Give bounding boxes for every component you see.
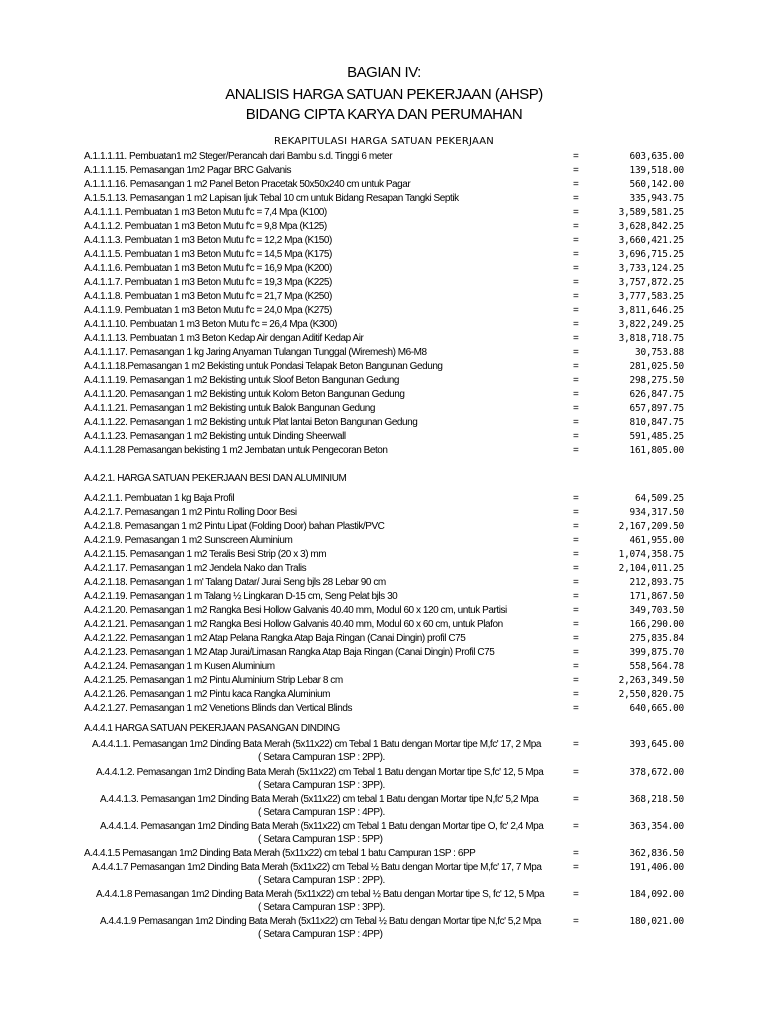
table-row — [84, 618, 764, 632]
equals-sign: = — [573, 207, 579, 218]
equals-sign: = — [573, 403, 579, 414]
item-price: 3,628,842.25 — [618, 221, 684, 232]
item-label — [96, 766, 543, 792]
table-row — [84, 660, 764, 674]
item-label: A.4.1.1.28 Pemasangan bekisting 1 m2 Jembatan untuk Pengecoran Beton — [84, 445, 388, 456]
item-label — [100, 820, 543, 846]
table-row — [84, 360, 764, 374]
equals-sign: = — [573, 277, 579, 288]
equals-sign: = — [573, 862, 579, 873]
table-row — [84, 402, 764, 416]
item-label: A.1.1.1.15. Pemasangan 1m2 Pagar BRC Galvanis — [84, 165, 292, 176]
item-label: A.1.1.1.16. Pemasangan 1 m2 Panel Beton Pracetak 50x50x240 cm untuk Pagar — [84, 179, 411, 190]
item-label: A.4.1.1.19. Pemasangan 1 m2 Bekisting untuk Sloof Beton Bangunan Gedung — [84, 375, 399, 386]
item-price: 560,142.00 — [629, 179, 684, 190]
table-row — [84, 374, 764, 388]
item-price: 281,025.50 — [629, 361, 684, 372]
item-label: A.4.1.1.1. Pembuatan 1 m3 Beton Mutu f'c = 7,4 Mpa (K100) — [84, 207, 327, 218]
item-price: 591,485.25 — [629, 431, 684, 442]
item-label: A.4.2.1.15. Pemasangan 1 m2 Teralis Besi Strip (20 x 3) mm — [84, 549, 327, 560]
equals-sign: = — [573, 361, 579, 372]
equals-sign: = — [573, 507, 579, 518]
item-price: 3,733,124.25 — [618, 263, 684, 274]
table-row — [84, 506, 764, 520]
section-rekap-list — [84, 150, 764, 458]
table-row — [84, 915, 764, 942]
table-row — [84, 820, 764, 847]
item-label: A.4.1.1.23. Pemasangan 1 m2 Bekisting untuk Dinding Sheerwall — [84, 431, 346, 442]
table-row — [84, 604, 764, 618]
item-label: A.4.1.1.13. Pembuatan 1 m3 Beton Kedap Air dengan Aditif Kedap Air — [84, 333, 364, 344]
equals-sign: = — [573, 577, 579, 588]
table-row — [84, 206, 764, 220]
table-row — [84, 192, 764, 206]
item-label-line1: A.4.4.1.8 Pemasangan 1m2 Dinding Bata Merah (5x11x22) cm tebal ½ Batu dengan Mortar tipe S, fc' 12, 5 Mpa — [96, 889, 545, 900]
table-row — [84, 346, 764, 360]
item-price: 2,167,209.50 — [618, 521, 684, 532]
section-besi-aluminium — [84, 472, 764, 716]
item-label: A.4.2.1.19. Pemasangan 1 m Talang ½ Lingkaran D-15 cm, Seng Pelat bjls 30 — [84, 591, 398, 602]
item-label: A.4.1.1.22. Pemasangan 1 m2 Bekisting untuk Plat lantai Beton Bangunan Gedung — [84, 417, 418, 428]
item-price: 368,218.50 — [629, 794, 684, 805]
section-pasangan-dinding — [84, 722, 764, 942]
table-row — [84, 562, 764, 576]
item-label: A.4.2.1.20. Pemasangan 1 m2 Rangka Besi Hollow Galvanis 40.40 mm, Modul 60 x 120 cm, untuk Partisi — [84, 605, 507, 616]
item-label: A.4.2.1.24. Pemasangan 1 m Kusen Aluminium — [84, 661, 275, 672]
item-label-line1: A.4.4.1.3. Pemasangan 1m2 Dinding Bata Merah (5x11x22) cm tebal 1 Batu dengan Mortar tipe N,fc' 5,2 Mpa — [100, 794, 539, 805]
table-row — [84, 766, 764, 793]
equals-sign: = — [573, 794, 579, 805]
item-price: 180,021.00 — [629, 916, 684, 927]
equals-sign: = — [573, 151, 579, 162]
item-label: A.4.1.1.9. Pembuatan 1 m3 Beton Mutu f'c = 24,0 Mpa (K275) — [84, 305, 332, 316]
item-label: A.4.2.1.25. Pemasangan 1 m2 Pintu Aluminium Strip Lebar 8 cm — [84, 675, 343, 686]
table-row — [84, 492, 764, 506]
equals-sign: = — [573, 821, 579, 832]
page-title-line1: BAGIAN IV: — [347, 64, 421, 81]
recap-subtitle: REKAPITULASI HARGA SATUAN PEKERJAAN — [273, 136, 494, 147]
item-price: 2,104,011.25 — [618, 563, 684, 574]
item-label-line1: A.4.4.1.9 Pemasangan 1m2 Dinding Bata Merah (5x11x22) cm Tebal ½ Batu dengan Mortar tipe N,fc' 5,2 Mpa — [100, 916, 541, 927]
item-label: A.4.1.1.3. Pembuatan 1 m3 Beton Mutu f'c = 12,2 Mpa (K150) — [84, 235, 332, 246]
equals-sign: = — [573, 633, 579, 644]
equals-sign: = — [573, 193, 579, 204]
item-price: 275,835.84 — [629, 633, 684, 644]
item-label-line1: A.4.4.1.1. Pemasangan 1m2 Dinding Bata Merah (5x11x22) cm Tebal 1 Batu dengan Mortar tipe M,fc' 17, 2 Mpa — [92, 739, 542, 750]
item-label: A.4.1.1.21. Pemasangan 1 m2 Bekisting untuk Balok Bangunan Gedung — [84, 403, 375, 414]
item-label: A.4.2.1.21. Pemasangan 1 m2 Rangka Besi Hollow Galvanis 40.40 mm, Modul 60 x 60 cm, untuk Plafon — [84, 619, 503, 630]
equals-sign: = — [573, 347, 579, 358]
equals-sign: = — [573, 563, 579, 574]
table-row — [84, 332, 764, 346]
equals-sign: = — [573, 389, 579, 400]
equals-sign: = — [573, 445, 579, 456]
item-price: 30,753.88 — [635, 347, 684, 358]
item-price: 139,518.00 — [629, 165, 684, 176]
table-row — [84, 793, 764, 820]
item-price: 3,811,646.25 — [618, 305, 684, 316]
equals-sign: = — [573, 916, 579, 927]
equals-sign: = — [573, 549, 579, 560]
item-label: A.4.1.1.6. Pembuatan 1 m3 Beton Mutu f'c = 16,9 Mpa (K200) — [84, 263, 332, 274]
item-price: 3,660,421.25 — [618, 235, 684, 246]
item-label: A.4.1.1.20. Pemasangan 1 m2 Bekisting untuk Kolom Beton Bangunan Gedung — [84, 389, 405, 400]
item-price: 212,893.75 — [629, 577, 684, 588]
item-price: 603,635.00 — [629, 151, 684, 162]
table-row — [84, 388, 764, 402]
table-row — [84, 416, 764, 430]
item-label: A.4.1.1.2. Pembuatan 1 m3 Beton Mutu f'c = 9,8 Mpa (K125) — [84, 221, 327, 232]
equals-sign: = — [573, 305, 579, 316]
equals-sign: = — [573, 235, 579, 246]
equals-sign: = — [573, 417, 579, 428]
item-price: 934,317.50 — [629, 507, 684, 518]
table-row — [84, 276, 764, 290]
item-label: A.4.2.1.9. Pemasangan 1 m2 Sunscreen Aluminium — [84, 535, 293, 546]
table-row — [84, 430, 764, 444]
item-label — [96, 888, 544, 914]
equals-sign: = — [573, 703, 579, 714]
item-price: 2,263,349.50 — [618, 675, 684, 686]
item-label-line1: A.4.4.1.5 Pemasangan 1m2 Dinding Bata Merah (5x11x22) cm tebal 1 batu Campuran 1SP : 6PP — [84, 848, 476, 859]
item-price: 3,696,715.25 — [618, 249, 684, 260]
page-title-line2: ANALISIS HARGA SATUAN PEKERJAAN (AHSP) — [225, 86, 543, 103]
item-label: A.4.1.1.10. Pembuatan 1 m3 Beton Mutu f'c = 26,4 Mpa (K300) — [84, 319, 338, 330]
item-label: A.4.1.1.8. Pembuatan 1 m3 Beton Mutu f'c = 21,7 Mpa (K250) — [84, 291, 332, 302]
section-heading: A.4.2.1. HARGA SATUAN PEKERJAAN BESI DAN ALUMINIUM — [84, 473, 347, 484]
item-price: 161,805.00 — [629, 445, 684, 456]
item-label: A.4.2.1.23. Pemasangan 1 M2 Atap Jurai/Limasan Rangka Atap Baja Ringan (Canai Dingin) Profil C75 — [84, 647, 495, 658]
item-label: A.4.1.1.18.Pemasangan 1 m2 Bekisting untuk Pondasi Telapak Beton Bangunan Gedung — [84, 361, 443, 372]
item-price: 3,777,583.25 — [618, 291, 684, 302]
item-label: A.4.2.1.26. Pemasangan 1 m2 Pintu kaca Rangka Aluminium — [84, 689, 330, 700]
table-row — [84, 548, 764, 562]
table-row — [84, 688, 764, 702]
item-price: 393,645.00 — [629, 739, 684, 750]
page-title-line3: BIDANG CIPTA KARYA DAN PERUMAHAN — [245, 106, 523, 123]
item-price: 378,672.00 — [629, 767, 684, 778]
item-label-line2: ( Setara Campuran 1SP : 3PP). — [258, 902, 385, 913]
item-price: 363,354.00 — [629, 821, 684, 832]
table-row — [84, 702, 764, 716]
item-price: 626,847.75 — [629, 389, 684, 400]
section-rows — [84, 738, 764, 942]
table-row — [84, 178, 764, 192]
item-label: A.4.2.1.27. Pemasangan 1 m2 Venetions Blinds dan Vertical Blinds — [84, 703, 353, 714]
item-label: A.4.1.1.17. Pemasangan 1 kg Jaring Anyaman Tulangan Tunggal (Wiremesh) M6-M8 — [84, 347, 427, 358]
item-label: A.1.1.1.11. Pembuatan1 m2 Steger/Perancah dari Bambu s.d. Tinggi 6 meter — [84, 151, 393, 162]
table-row — [84, 304, 764, 318]
item-label: A.4.2.1.22. Pemasangan 1 m2 Atap Pelana Rangka Atap Baja Ringan (Canai Dingin) profil C75 — [84, 633, 466, 644]
table-row — [84, 590, 764, 604]
equals-sign: = — [573, 431, 579, 442]
item-price: 3,589,581.25 — [618, 207, 684, 218]
item-price: 2,550,820.75 — [618, 689, 684, 700]
item-label-line2: ( Setara Campuran 1SP : 4PP). — [258, 807, 385, 818]
table-row — [84, 150, 764, 164]
equals-sign: = — [573, 767, 579, 778]
equals-sign: = — [573, 263, 579, 274]
table-row — [84, 576, 764, 590]
equals-sign: = — [573, 179, 579, 190]
table-row — [84, 646, 764, 660]
item-label: A.4.2.1.8. Pemasangan 1 m2 Pintu Lipat (Folding Door) bahan Plastik/PVC — [84, 521, 385, 532]
item-price: 171,867.50 — [629, 591, 684, 602]
table-row — [84, 248, 764, 262]
table-row — [84, 738, 764, 766]
equals-sign: = — [573, 375, 579, 386]
table-row — [84, 534, 764, 548]
equals-sign: = — [573, 619, 579, 630]
item-price: 657,897.75 — [629, 403, 684, 414]
table-row — [84, 318, 764, 332]
item-label-line1: A.4.4.1.7 Pemasangan 1m2 Dinding Bata Merah (5x11x22) cm Tebal ½ Batu dengan Mortar tipe M,fc' 17, 7 Mpa — [92, 862, 542, 873]
item-price: 166,290.00 — [629, 619, 684, 630]
item-price: 3,757,872.25 — [618, 277, 684, 288]
item-label-line2: ( Setara Campuran 1SP : 4PP) — [258, 929, 383, 940]
item-label — [84, 847, 475, 860]
item-label: A.1.5.1.13. Pemasangan 1 m2 Lapisan Ijuk Tebal 10 cm untuk Bidang Resapan Tangki Septik — [84, 193, 459, 204]
item-price: 640,665.00 — [629, 703, 684, 714]
equals-sign: = — [573, 689, 579, 700]
item-price: 64,509.25 — [635, 493, 684, 504]
item-price: 461,955.00 — [629, 535, 684, 546]
item-label — [100, 915, 541, 941]
equals-sign: = — [573, 591, 579, 602]
table-row — [84, 234, 764, 248]
item-label: A.4.1.1.7. Pembuatan 1 m3 Beton Mutu f'c = 19,3 Mpa (K225) — [84, 277, 332, 288]
section-rows — [84, 492, 764, 716]
table-row — [84, 674, 764, 688]
item-price: 335,943.75 — [629, 193, 684, 204]
equals-sign: = — [573, 221, 579, 232]
table-row — [84, 632, 764, 646]
item-label: A.4.2.1.17. Pemasangan 1 m2 Jendela Nako dan Tralis — [84, 563, 307, 574]
item-label: A.4.2.1.18. Pemasangan 1 m' Talang Datar/ Jurai Seng bjls 28 Lebar 90 cm — [84, 577, 386, 588]
item-label-line1: A.4.4.1.4. Pemasangan 1m2 Dinding Bata Merah (5x11x22) cm Tebal 1 Batu dengan Mortar tipe O, fc' 2,4 Mpa — [100, 821, 544, 832]
equals-sign: = — [573, 319, 579, 330]
item-label-line1: A.4.4.1.2. Pemasangan 1m2 Dinding Bata Merah (5x11x22) cm Tebal 1 Batu dengan Mortar tipe S,fc' 12, 5 Mpa — [96, 767, 544, 778]
table-row — [84, 262, 764, 276]
item-price: 3,818,718.75 — [618, 333, 684, 344]
item-price: 191,406.00 — [629, 862, 684, 873]
item-label — [100, 793, 538, 819]
item-label — [92, 738, 541, 764]
equals-sign: = — [573, 848, 579, 859]
equals-sign: = — [573, 165, 579, 176]
item-label — [92, 861, 541, 887]
equals-sign: = — [573, 605, 579, 616]
equals-sign: = — [573, 493, 579, 504]
item-label-line2: ( Setara Campuran 1SP : 3PP). — [258, 780, 385, 791]
item-price: 399,875.70 — [629, 647, 684, 658]
table-row — [84, 444, 764, 458]
equals-sign: = — [573, 249, 579, 260]
equals-sign: = — [573, 535, 579, 546]
item-price: 349,703.50 — [629, 605, 684, 616]
equals-sign: = — [573, 647, 579, 658]
item-label: A.4.1.1.5. Pembuatan 1 m3 Beton Mutu f'c = 14,5 Mpa (K175) — [84, 249, 332, 260]
item-price: 184,092.00 — [629, 889, 684, 900]
item-label: A.4.2.1.1. Pembuatan 1 kg Baja Profil — [84, 493, 235, 504]
item-label-line2: ( Setara Campuran 1SP : 2PP). — [258, 875, 385, 886]
equals-sign: = — [573, 521, 579, 532]
equals-sign: = — [573, 333, 579, 344]
equals-sign: = — [573, 739, 579, 750]
table-row — [84, 220, 764, 234]
table-row — [84, 290, 764, 304]
item-price: 362,836.50 — [629, 848, 684, 859]
item-price: 810,847.75 — [629, 417, 684, 428]
table-row — [84, 164, 764, 178]
equals-sign: = — [573, 661, 579, 672]
equals-sign: = — [573, 675, 579, 686]
item-label: A.4.2.1.7. Pemasangan 1 m2 Pintu Rolling Door Besi — [84, 507, 297, 518]
item-price: 298,275.50 — [629, 375, 684, 386]
item-label-line2: ( Setara Campuran 1SP : 2PP). — [258, 752, 385, 763]
item-price: 3,822,249.25 — [618, 319, 684, 330]
item-price: 1,074,358.75 — [618, 549, 684, 560]
table-row — [84, 520, 764, 534]
equals-sign: = — [573, 889, 579, 900]
table-row — [84, 847, 764, 861]
table-row — [84, 861, 764, 888]
section-heading: A.4.4.1 HARGA SATUAN PEKERJAAN PASANGAN DINDING — [84, 723, 340, 734]
table-row — [84, 888, 764, 915]
equals-sign: = — [573, 291, 579, 302]
item-label-line2: ( Setara Campuran 1SP : 5PP) — [258, 834, 383, 845]
item-price: 558,564.78 — [629, 661, 684, 672]
